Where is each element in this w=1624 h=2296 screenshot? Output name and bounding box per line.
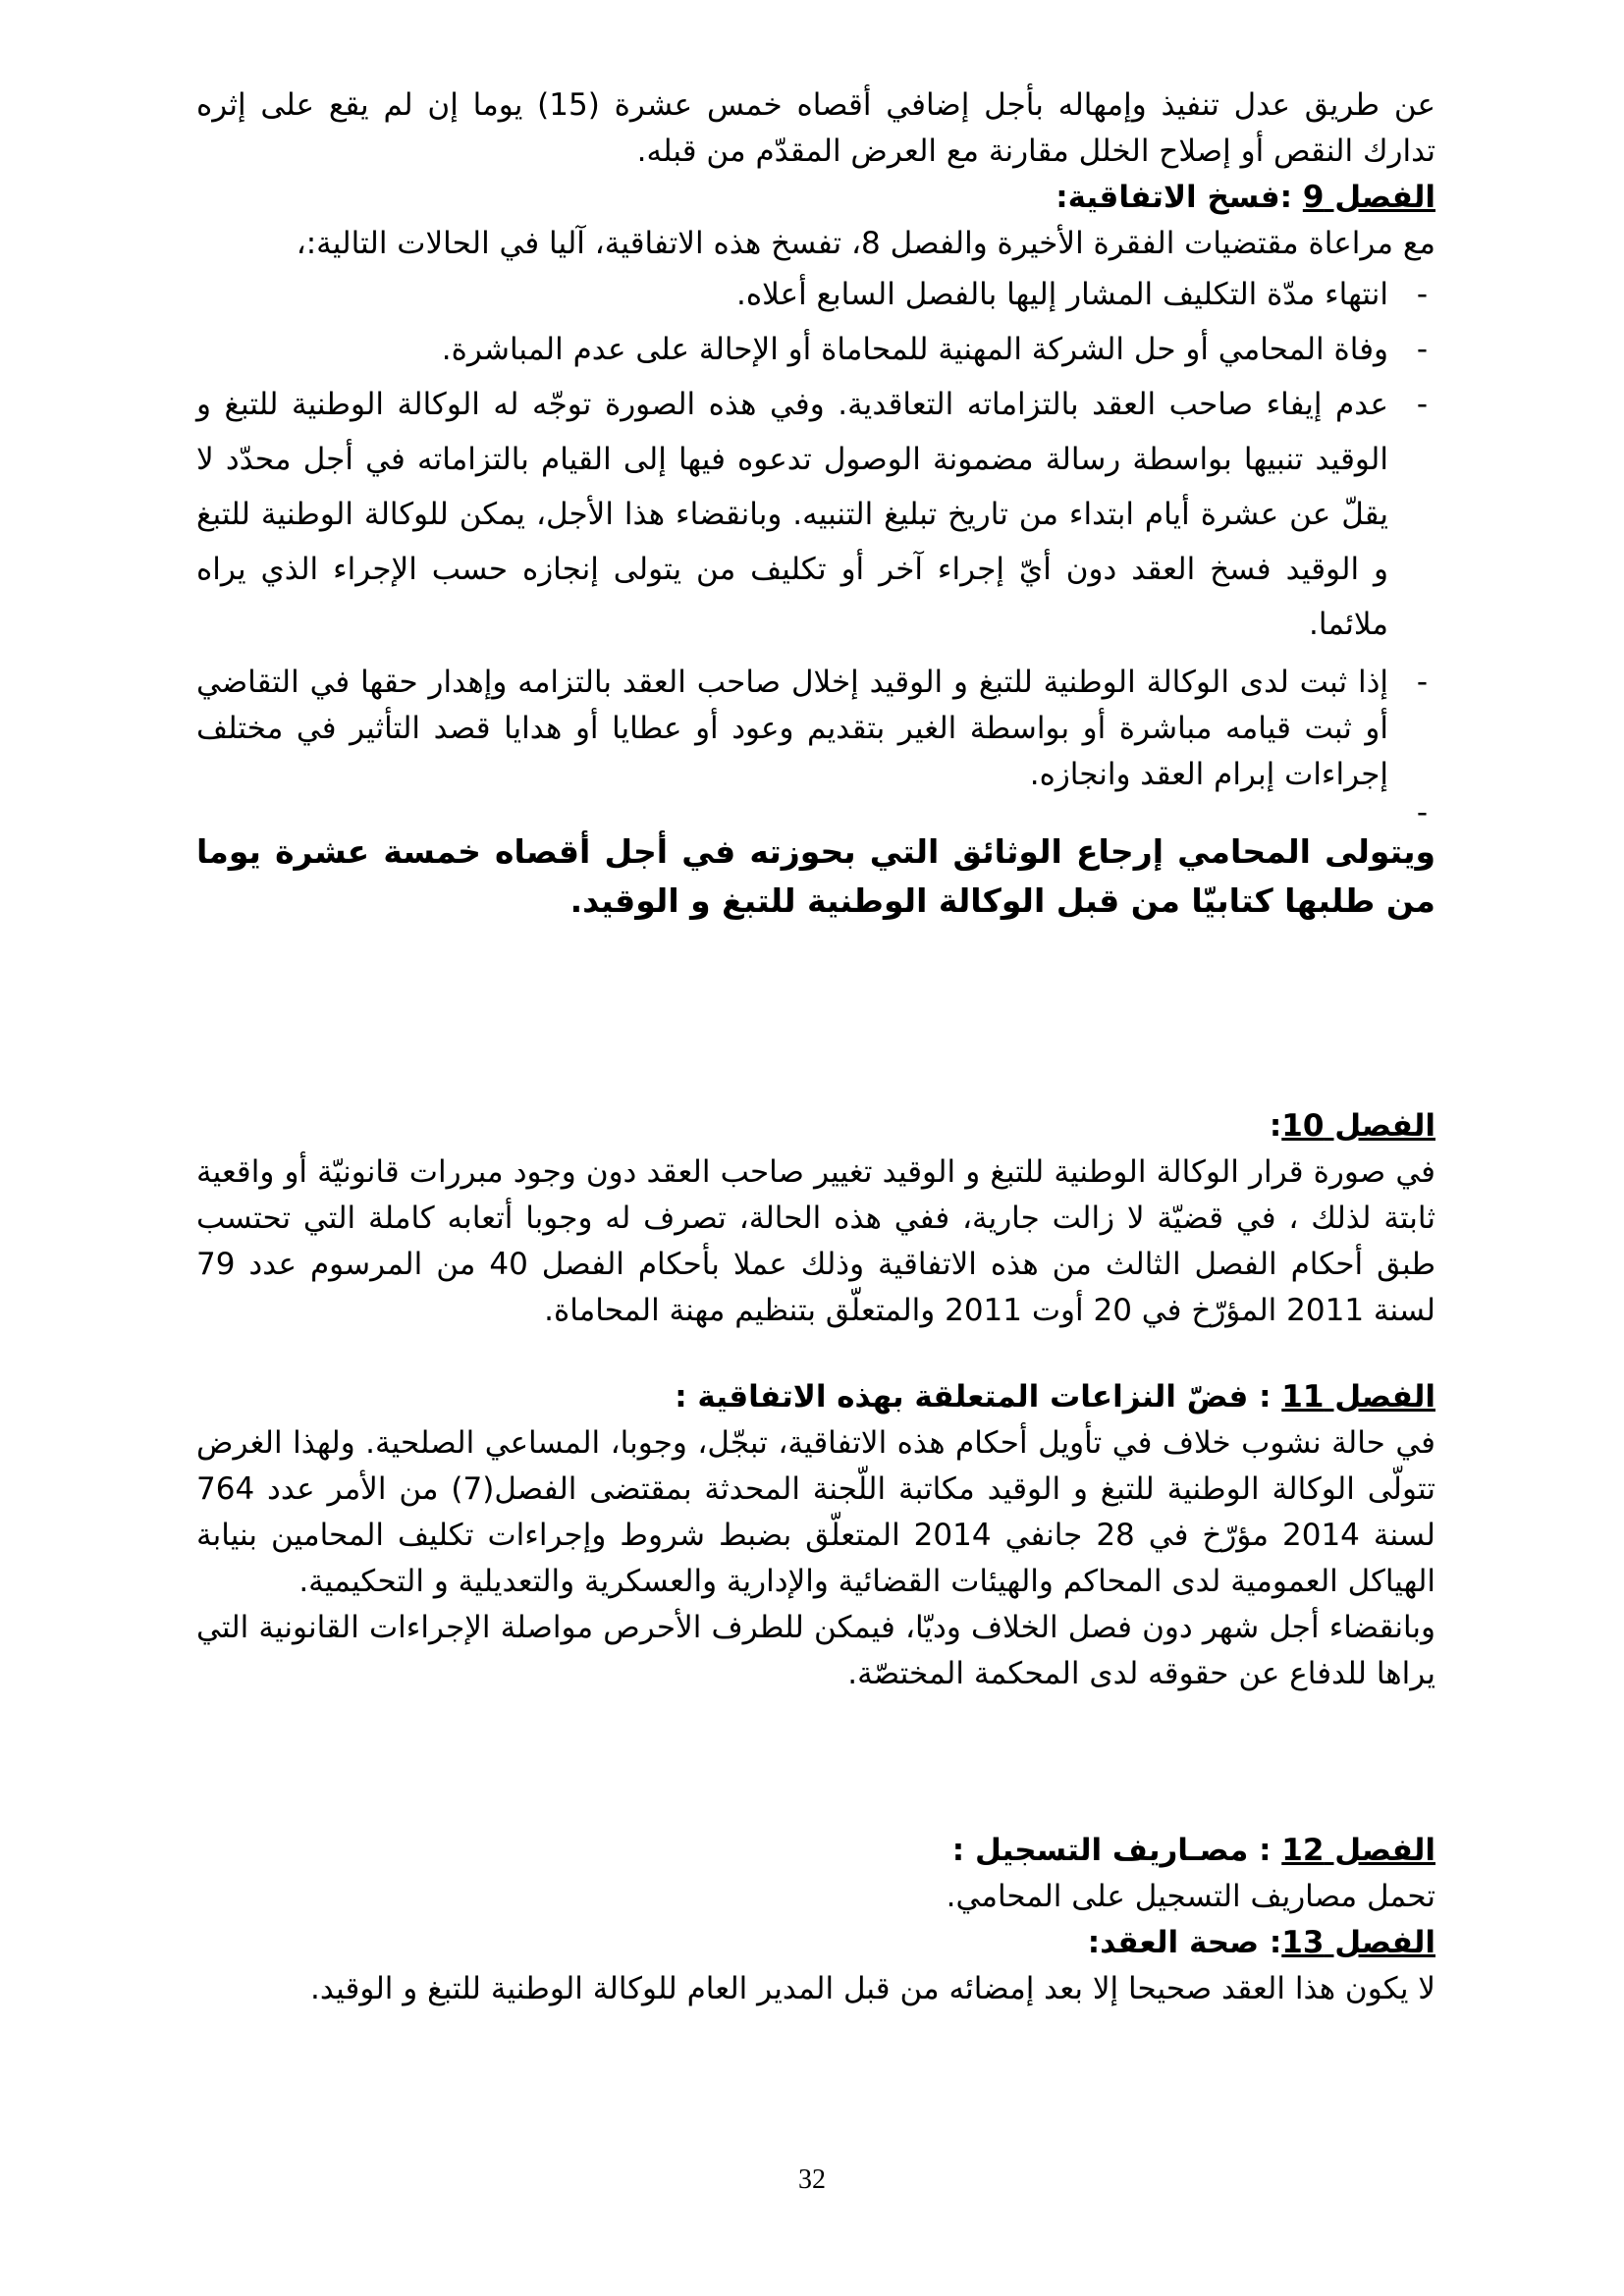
chapter-12-13-block: [196, 1828, 1435, 2012]
chapter-13-text: لا يكون هذا العقد صحيحا إلا بعد إمضائه من قبل المدير العام للوكالة الوطنية للتبغ و الوقيد.: [310, 1971, 1435, 2006]
list-item: - عدم إيفاء صاحب العقد بالتزاماته التعاقدية. وفي هذه الصورة توجّه له الوكالة الوطنية للتبغ و الوقيد تنبيها بواسطة رسالة مضمونة الوصول تدعوه فيها إلى القيام بالتزاماته في أجل محدّد لا يقلّ عن عشرة أيام ابتداء من تاريخ تبليغ التنبيه. وبانقضاء هذا الأجل، يمكن للوكالة الوطنية للتبغ و الوقيد فسخ العقد دون أيّ إجراء آخر أو تكليف من يتولى إنجازه حسب الإجراء الذي يراه ملائما.: [196, 377, 1435, 652]
page-number: 32: [798, 2164, 826, 2195]
chapter-9-list: [196, 267, 1435, 652]
chapter-10-label: الفصل 10: [1281, 1108, 1435, 1144]
chapter-11-title: : فضّ النزاعات المتعلقة بهذه الاتفاقية :: [675, 1379, 1282, 1415]
chapter-10-text: في صورة قرار الوكالة الوطنية للتبغ و الوقيد تغيير صاحب العقد دون وجود مبررات قانونيّة أو واقعية ثابتة لذلك ، في قضيّة لا زالت جارية، ففي هذه الحالة، تصرف له وجوبا أتعابه كاملة التي تحتسب طبق أحكام الفصل الثالث من هذه الاتفاقية وذلك عملا بأحكام الفصل 40 من المرسوم عدد 79 لسنة 2011 المؤرّخ في 20 أوت 2011 والمتعلّق بتنظيم مهنة المحاماة.: [196, 1154, 1435, 1328]
chapter-12-title: : مصـاريف التسجيل :: [951, 1833, 1282, 1868]
list-item: - وفاة المحامي أو حل الشركة المهنية للمحاماة أو الإحالة على عدم المباشرة.: [196, 322, 1435, 377]
chapter-10-title: :: [1269, 1108, 1282, 1144]
chapter-12-heading: [196, 1828, 1435, 1874]
chapter-11-paragraph-2: وبانقضاء أجل شهر دون فصل الخلاف وديّا، فيمكن للطرف الأحرص مواصلة الإجراءات القانونية التي يراها للدفاع عن حقوقه لدى المحكمة المختصّة.: [196, 1610, 1435, 1691]
chapter-12-text: تحمل مصاريف التسجيل على المحامي.: [946, 1879, 1435, 1914]
chapter-13-title: : صحة العقد:: [1087, 1925, 1282, 1960]
chapter-9-intro: مع مراعاة مقتضيات الفقرة الأخيرة والفصل 8، تفسخ هذه الاتفاقية، آليا في الحالات التالية:،: [296, 226, 1435, 261]
chapter-13-label: الفصل 13: [1281, 1925, 1435, 1960]
top-block: [196, 82, 1435, 926]
list-item: - إذا ثبت لدى الوكالة الوطنية للتبغ و الوقيد إخلال صاحب العقد بالتزامه وإهدار حقها في التقاضي أو ثبت قيامه مباشرة أو بواسطة الغير بتقديم وعود أو عطايا أو هدايا قصد التأثير في مختلف إجراءات إبرام العقد وانجازه.: [196, 660, 1435, 798]
chapter-9-label: الفصل 9: [1302, 180, 1435, 215]
chapter-9-title: :فسخ الاتفاقية:: [1056, 180, 1303, 215]
chapter-11-paragraph-1: في حالة نشوب خلاف في تأويل أحكام هذه الاتفاقية، تبجّل، وجوبا، المساعي الصلحية. ولهذا الغرض تتولّى الوكالة الوطنية للتبغ و الوقيد مكاتبة اللّجنة المحدثة بمقتضى الفصل(7) من الأمر عدد 764 لسنة 2014 مؤرّخ في 28 جانفي 2014 المتعلّق بضبط شروط وإجراءات تكليف المحامين بنيابة الهياكل العمومية لدى المحاكم والهيئات القضائية والإدارية والعسكرية والتعديلية و التحكيمية.: [196, 1425, 1435, 1599]
lone-dash: -: [1416, 795, 1428, 830]
chapter-11-heading: [196, 1374, 1435, 1420]
chapter-9-heading: [196, 175, 1435, 221]
chapter-10-heading: [196, 1103, 1435, 1149]
chapter-11-label: الفصل 11: [1281, 1379, 1435, 1415]
chapter-13-heading: [196, 1920, 1435, 1966]
chapter-11-block: [196, 1374, 1435, 1697]
list-item: - انتهاء مدّة التكليف المشار إليها بالفصل السابع أعلاه.: [196, 267, 1435, 322]
chapter-9-list-2: [196, 660, 1435, 798]
chapter-10-block: [196, 1103, 1435, 1334]
chapter-12-label: الفصل 12: [1281, 1833, 1435, 1868]
continuation-paragraph: عن طريق عدل تنفيذ وإمهاله بأجل إضافي أقصاه خمس عشرة (15) يوما إن لم يقع على إثره تدارك النقص أو إصلاح الخلل مقارنة مع العرض المقدّم من قبله.: [196, 87, 1435, 169]
documents-return-paragraph: ويتولى المحامي إرجاع الوثائق التي بحوزته في أجل أقصاه خمسة عشرة يوما من طلبها كتابيّا من قبل الوكالة الوطنية للتبغ و الوقيد.: [196, 832, 1435, 920]
